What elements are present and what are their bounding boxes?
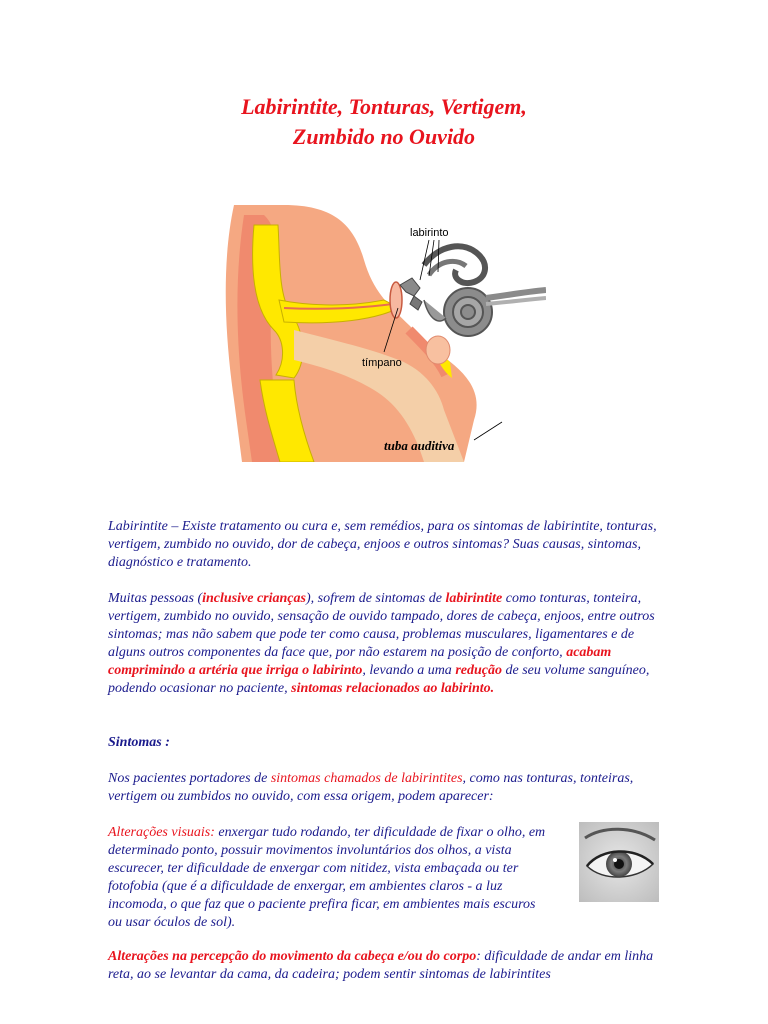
highlight-alteracoes-movimento: Alterações na percepção do movimento da cabeça e/ou do corpo (108, 949, 477, 964)
causes-text-3: como tonturas, tonteira, vertigem, zumbido no ouvido, sensação de ouvido tampado, dores de cabeça, enjoos, entre outros sintomas; mas não sabem que pode ter como causa, problemas musculares, ligamentares e de alguns outros componentes da face que, por não estarem na posição de conforto, (108, 591, 655, 660)
causes-text-4: , levando a uma (362, 663, 456, 678)
symptoms-intro-text-2: , como nas tonturas, tonteiras, vertigem ou zumbidos no ouvido, com essa origem, podem aparecer: (108, 771, 634, 804)
eye-photo (579, 822, 659, 902)
highlight-sintomas-labirinto: sintomas relacionados ao labirinto. (291, 681, 495, 696)
highlight-reducao: redução (455, 663, 502, 678)
highlight-sintomas-chamados: sintomas chamados de labirintites (270, 771, 463, 786)
causes-paragraph (108, 590, 660, 698)
visual-changes-text: enxergar tudo rodando, ter dificuldade de fixar o olho, em determinado ponto, possuir movimentos involuntários dos olhos, a vista escurecer, ter dificuldade de enxergar com nitidez, vista embaçada ou ter fotofobia (que é a dificuldade de enxergar, em ambientes claros - a luz incomoda, o que faz que o paciente prefira ficar, em ambientes mais escuros ou usar óculos de sol). (108, 825, 546, 930)
movement-perception-text: : dificuldade de andar em linha reta, ao se levantar da cama, da cadeira; podem sentir sintomas de labirintites (108, 949, 654, 982)
ear-anatomy-illustration (224, 200, 546, 462)
visual-changes-paragraph (108, 824, 546, 932)
page-title (0, 92, 768, 152)
intro-lead: Labirintite – (108, 519, 182, 534)
label-tuba-auditiva: tuba auditiva (384, 438, 455, 453)
highlight-labirintite: labirintite (445, 591, 503, 606)
symptoms-intro-text-1: Nos pacientes portadores de (108, 771, 271, 786)
symptoms-intro-paragraph (108, 770, 660, 806)
title-line-1: Labirintite, Tonturas, Vertigem, (241, 94, 527, 119)
movement-perception-paragraph (108, 948, 660, 984)
label-labirinto: labirinto (410, 227, 449, 239)
highlight-inclusive-criancas: inclusive crianças (202, 591, 306, 606)
title-line-2: Zumbido no Ouvido (292, 124, 476, 149)
section-heading-sintomas: Sintomas : (108, 735, 170, 750)
causes-text-5: de seu volume sanguíneo, podendo ocasionar no paciente, (108, 663, 650, 696)
highlight-arteria: acabam comprimindo a artéria que irriga o labirinto (108, 645, 612, 678)
causes-text-1: Muitas pessoas ( (108, 591, 203, 606)
causes-text-2: ), sofrem de sintomas de (305, 591, 446, 606)
intro-text: Existe tratamento ou cura e, sem remédios, para os sintomas de labirintite, tonturas, vertigem, zumbido no ouvido, dor de cabeça, enjoos e outros sintomas? Suas causas, sintomas, diagnóstico e tratamento. (108, 519, 657, 570)
highlight-alteracoes-visuais: Alterações visuais: (108, 825, 215, 840)
label-timpano: tímpano (362, 357, 402, 369)
intro-paragraph (108, 518, 660, 572)
